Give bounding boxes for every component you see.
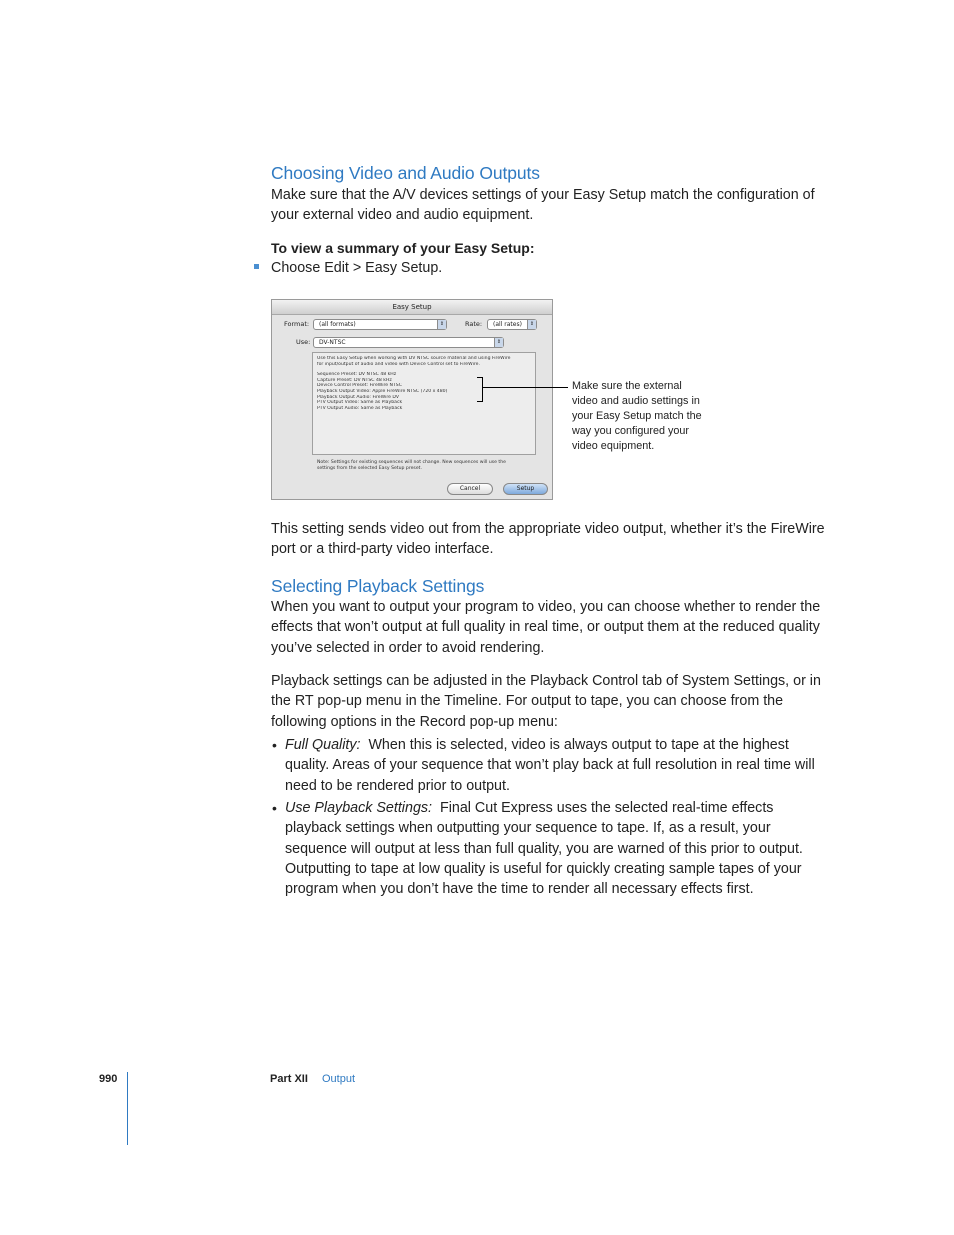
easy-setup-dialog — [271, 299, 553, 500]
footer-rule — [127, 1072, 128, 1145]
callout-bracket — [477, 377, 483, 402]
summary-line: PTV Output Audio: Same as Playback — [317, 405, 403, 411]
bullet-use-playback-settings — [285, 798, 830, 899]
page-number: 990 — [99, 1073, 118, 1085]
bullet-text: When this is selected, video is always output to tape at the highest quality. Areas of your sequence that won’t play back at full resolution in real time will need to be rendered prior to output. — [285, 737, 815, 794]
intro-paragraph: Make sure that the A/V devices settings of your Easy Setup match the configuration of your external video and audio equipment. — [271, 187, 815, 224]
rate-popup[interactable] — [487, 319, 537, 330]
format-label: Format: — [284, 320, 310, 328]
dialog-note — [317, 460, 542, 471]
rate-value: (all rates) — [493, 321, 522, 328]
task-title: To view a summary of your Easy Setup: — [271, 240, 535, 256]
bullet-dot-icon: • — [272, 800, 277, 816]
summary-line: Playback Output Video: Apple FireWire NTSC (720 x 480) — [317, 388, 448, 394]
dialog-note-line: settings from the selected Easy Setup preset. — [317, 465, 422, 471]
summary-intro-line: for input/output of audio and video with Device Control set to FireWire. — [317, 361, 480, 367]
summary-line: Playback Output Audio: FireWire DV — [317, 394, 400, 400]
use-label: Use: — [296, 338, 311, 346]
bullet-dot-icon: • — [272, 737, 277, 753]
dialog-note-line: Note: Settings for existing sequences will not change. New sequences will use the — [317, 460, 506, 465]
playback-paragraph-2: Playback settings can be adjusted in the Playback Control tab of System Settings, or in the RT pop-up menu in the Timeline. For output to tape, you can choose from the following options in the Record pop-up menu: — [271, 673, 821, 730]
footer-section: Output — [322, 1073, 356, 1085]
section-heading-playback: Selecting Playback Settings — [271, 576, 485, 596]
popup-arrows-icon: ⇕ — [494, 338, 503, 347]
bullet-full-quality — [285, 735, 830, 796]
callout-line — [482, 387, 568, 388]
step-bullet-icon — [254, 264, 259, 269]
summary-intro-line: Use this Easy Setup when working with DV NTSC source material and using FireWire — [317, 356, 511, 361]
bullet-term: Use Playback Settings: — [285, 800, 433, 816]
format-value: (all formats) — [319, 321, 356, 328]
dialog-title: Easy Setup — [272, 300, 552, 315]
figure-callout: Make sure the external video and audio settings in your Easy Setup match the way you configured your video equipment. — [572, 380, 702, 452]
playback-paragraph-1: When you want to output your program to video, you can choose whether to render the effects that won’t output at full quality in real time, or output them at the reduced quality you’ve selected in order to avoid rendering. — [271, 599, 821, 656]
summary-line: Sequence Preset: DV NTSC 48 kHz — [317, 372, 397, 378]
footer-part: Part XII — [270, 1073, 308, 1085]
step-text: Choose Edit > Easy Setup. — [271, 260, 443, 276]
summary-line: PTV Output Video: Same as Playback — [317, 400, 403, 406]
use-value: DV-NTSC — [319, 339, 346, 346]
bullet-text: Final Cut Express uses the selected real-time effects playback settings when outputting your sequence to tape. If, as a result, your sequence will output at less than full quality, you are warned of this prior to output. Outputting to tape at low quality is useful for quickly creating sample tapes of your program when you don’t have the time to render all necessary effects first. — [285, 800, 803, 898]
popup-arrows-icon: ⇕ — [527, 320, 536, 329]
use-popup[interactable] — [313, 337, 504, 348]
setup-button[interactable]: Setup — [503, 483, 548, 495]
summary-line: Device Control Preset: FireWire NTSC — [317, 383, 402, 389]
setup-summary-box — [312, 352, 536, 455]
after-figure-paragraph: This setting sends video out from the appropriate video output, whether it’s the FireWire port or a third-party video interface. — [271, 521, 825, 558]
section-heading-outputs: Choosing Video and Audio Outputs — [271, 163, 540, 183]
summary-line: Capture Preset: DV NTSC 48 kHz — [317, 377, 392, 383]
bullet-term: Full Quality: — [285, 737, 361, 753]
format-popup[interactable] — [313, 319, 447, 330]
popup-arrows-icon: ⇕ — [437, 320, 446, 329]
cancel-button[interactable]: Cancel — [447, 483, 493, 495]
rate-label: Rate: — [465, 320, 483, 328]
